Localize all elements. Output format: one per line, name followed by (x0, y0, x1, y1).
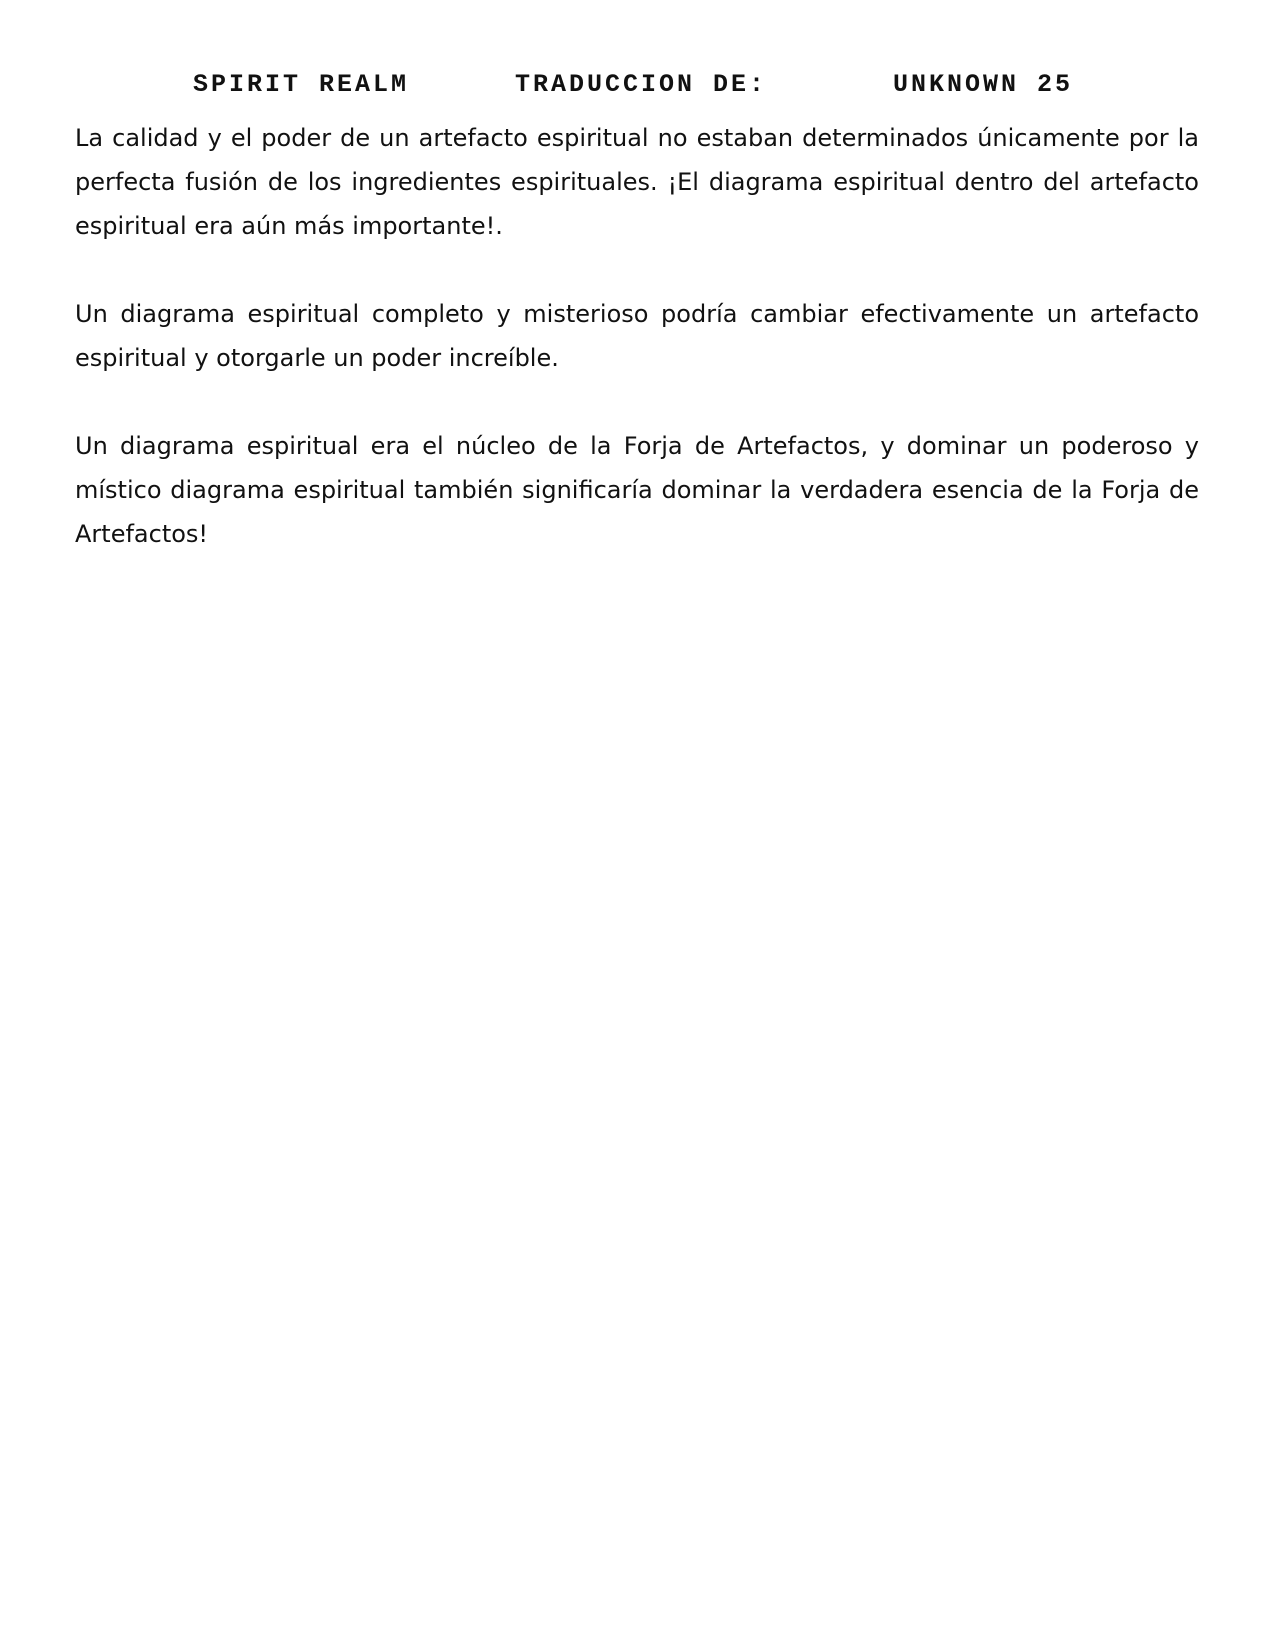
paragraph-2: Un diagrama espiritual completo y misterioso podría cambiar efectivamente un artefacto espiritual y otorgarle un poder increíble. (75, 300, 1199, 372)
paragraph-1: La calidad y el poder de un artefacto espiritual no estaban determinados únicamente por la perfecta fusión de los ingredientes espirituales. ¡El diagrama espiritual dentro del artefacto espiritual era aún más importante!. (75, 124, 1199, 240)
page-header (0, 70, 1275, 110)
header-translator-name: UNKNOWN 25 (893, 70, 1074, 99)
document-body (75, 116, 1199, 600)
header-series-title: SPIRIT REALM (193, 70, 410, 99)
header-translation-label: TRADUCCION DE: (515, 70, 768, 99)
paragraph-3: Un diagrama espiritual era el núcleo de la Forja de Artefactos, y dominar un poderoso y místico diagrama espiritual también significaría dominar la verdadera esencia de la Forja de Artefactos! (75, 432, 1199, 548)
